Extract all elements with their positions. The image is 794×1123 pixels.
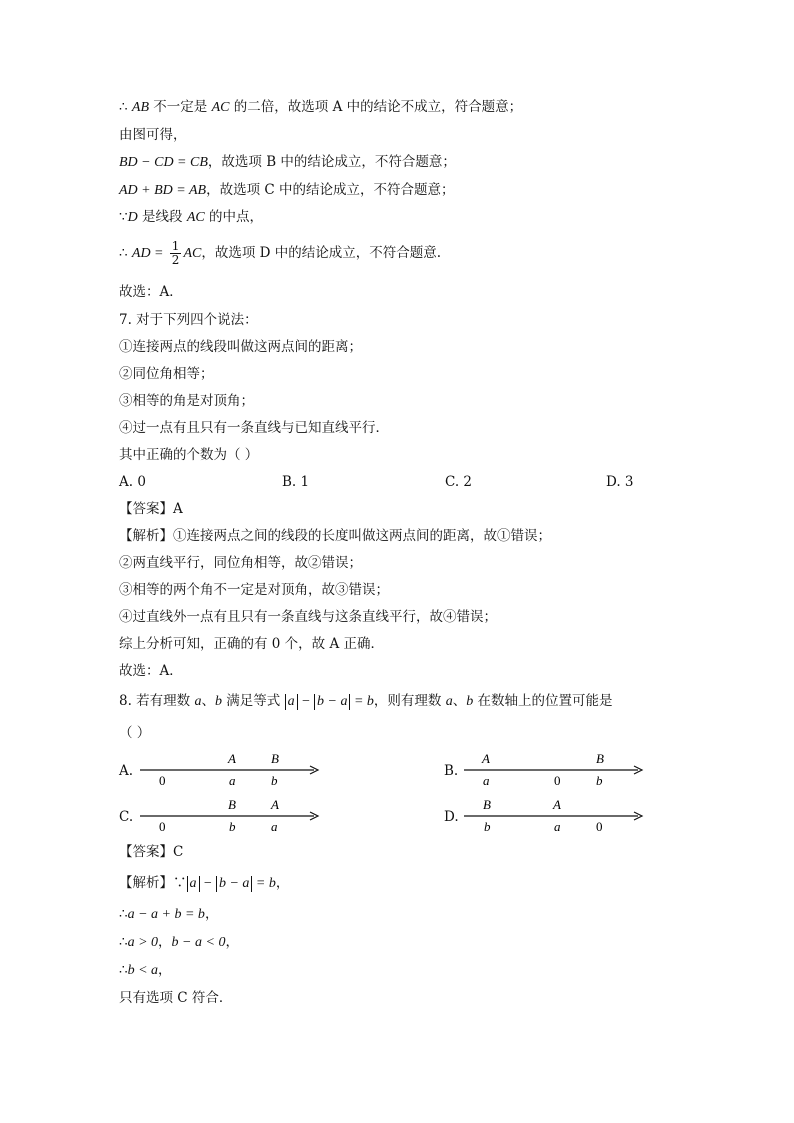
minus: − bbox=[199, 876, 216, 891]
q8-option-d-label: D. bbox=[444, 809, 459, 825]
text: ， bbox=[158, 962, 172, 978]
var-label: a bbox=[483, 773, 490, 788]
therefore-symbol: ∴ bbox=[119, 245, 128, 261]
equation: AD + BD = AB bbox=[119, 183, 207, 198]
point-label: B bbox=[228, 797, 236, 812]
minus: − bbox=[297, 694, 315, 709]
q8-analysis-1 bbox=[119, 874, 289, 893]
equals: = bbox=[252, 876, 269, 891]
q8-analysis-5: 只有选项 C 符合． bbox=[119, 990, 233, 1006]
q7-option-c: C. 2 bbox=[445, 474, 473, 490]
q8-option-a-label: A. bbox=[119, 763, 134, 779]
equation: BD − CD = CB bbox=[119, 155, 208, 170]
var-a: a bbox=[194, 694, 202, 709]
text: 、 bbox=[452, 693, 467, 709]
q7-statement-3: ③相等的角是对顶角； bbox=[119, 393, 254, 409]
point-label: A bbox=[482, 751, 490, 766]
var-label: b bbox=[596, 773, 603, 788]
var-b: b bbox=[268, 876, 276, 891]
therefore-symbol: ∴ bbox=[119, 906, 128, 922]
tick-label: 0 bbox=[554, 773, 561, 788]
number-line-a bbox=[138, 748, 324, 790]
q7-analysis-1: 【解析】①连接两点之间的线段的长度叫做这两点间的距离，故①错误； bbox=[119, 528, 551, 544]
q7-statement-4: ④过一点有且只有一条直线与已知直线平行． bbox=[119, 420, 389, 436]
therefore-symbol: ∴ bbox=[119, 99, 128, 115]
var-label: a bbox=[554, 819, 561, 834]
text: 不一定是 bbox=[149, 99, 212, 115]
var-b: b bbox=[214, 694, 222, 709]
segment-ac: AC bbox=[183, 246, 202, 261]
text: 在数轴上的位置可能是 bbox=[473, 693, 613, 709]
inequality: b < a bbox=[127, 963, 159, 978]
q8-analysis-2 bbox=[119, 905, 218, 924]
tick-label: 0 bbox=[596, 819, 603, 834]
text: 的中点， bbox=[204, 209, 263, 225]
text: 满足等式 bbox=[221, 693, 285, 709]
q7-analysis-6: 故选：A． bbox=[119, 663, 183, 679]
equation: a − a + b = b bbox=[127, 907, 205, 922]
point-label: B bbox=[596, 751, 604, 766]
q7-analysis-3: ③相等的两个角不一定是对顶角，故③错误； bbox=[119, 582, 389, 598]
denominator: 2 bbox=[171, 253, 180, 267]
segment-ac: AC bbox=[186, 210, 205, 225]
point-label: B bbox=[483, 797, 491, 812]
abs-a: a bbox=[187, 876, 200, 892]
text: 、 bbox=[201, 693, 215, 709]
q8-paren: （ ） bbox=[119, 725, 151, 741]
q7-analysis-2: ②两直线平行，同位角相等，故②错误； bbox=[119, 555, 362, 571]
text: ， bbox=[275, 875, 290, 891]
therefore-symbol: ∴ bbox=[119, 934, 128, 950]
q8-answer: 【答案】C bbox=[119, 844, 184, 860]
point-d: D bbox=[127, 210, 138, 225]
var-b: b bbox=[466, 694, 474, 709]
point-label: A bbox=[271, 797, 279, 812]
text: ，故选项 D 中的结论成立，不符合题意. bbox=[201, 245, 442, 261]
solution-line-4 bbox=[119, 181, 455, 200]
inequality: a > 0 bbox=[127, 935, 159, 950]
text: 8. 若有理数 bbox=[119, 693, 195, 709]
segment-ab: AB bbox=[131, 100, 149, 115]
text: ，故选项 B 中的结论成立，不符合题意； bbox=[207, 154, 456, 170]
solution-line-5 bbox=[119, 208, 263, 227]
text: ， bbox=[225, 934, 239, 950]
numerator: 1 bbox=[171, 239, 180, 253]
var-label: a bbox=[271, 819, 278, 834]
q8-analysis-4 bbox=[119, 961, 172, 980]
q7-option-d: D. 3 bbox=[606, 474, 634, 490]
text: ， bbox=[158, 934, 172, 950]
question-7-title: 7. 对于下列四个说法： bbox=[119, 312, 258, 328]
tick-label: 0 bbox=[159, 819, 166, 834]
solution-line-1 bbox=[119, 98, 522, 117]
point-label: A bbox=[553, 797, 561, 812]
equals: = bbox=[350, 694, 367, 709]
number-line-d bbox=[462, 794, 648, 836]
solution-line-6 bbox=[119, 240, 441, 267]
text: ， bbox=[204, 906, 219, 922]
var-a: a bbox=[445, 694, 453, 709]
var-label: b bbox=[271, 773, 278, 788]
solution-line-7: 故选：A． bbox=[119, 284, 183, 300]
because-symbol: ∵ bbox=[119, 209, 128, 225]
q7-option-b: B. 1 bbox=[282, 474, 310, 490]
inequality: b − a < 0 bbox=[171, 935, 226, 950]
therefore-symbol: ∴ bbox=[119, 962, 128, 978]
q8-option-b-label: B. bbox=[444, 763, 459, 779]
number-line-b bbox=[462, 748, 648, 790]
text: 的二倍，故选项 A 中的结论不成立，符合题意； bbox=[229, 99, 523, 115]
q7-stem: 其中正确的个数为（ ） bbox=[119, 447, 259, 463]
abs-b-minus-a: b − a bbox=[314, 694, 350, 710]
q8-analysis-3 bbox=[119, 933, 239, 952]
question-8-title bbox=[119, 692, 613, 711]
text: ，故选项 C 中的结论成立，不符合题意； bbox=[206, 182, 455, 198]
text: 【解析】∵ bbox=[119, 875, 187, 891]
tick-label: 0 bbox=[159, 773, 166, 788]
var-label: b bbox=[484, 819, 491, 834]
number-line-c bbox=[138, 794, 324, 836]
text: ，则有理数 bbox=[373, 693, 446, 709]
var-label: a bbox=[229, 773, 236, 788]
point-label: B bbox=[271, 751, 279, 766]
solution-line-3 bbox=[119, 153, 456, 172]
q7-analysis-5: 综上分析可知，正确的有 0 个，故 A 正确． bbox=[119, 636, 385, 652]
point-label: A bbox=[228, 751, 236, 766]
segment-ac: AC bbox=[211, 100, 230, 115]
q8-option-c-label: C. bbox=[119, 809, 134, 825]
q7-option-a: A. 0 bbox=[119, 474, 146, 490]
q7-analysis-4: ④过直线外一点有且只有一条直线与这条直线平行，故④错误； bbox=[119, 609, 497, 625]
abs-b-minus-a: b − a bbox=[216, 876, 252, 892]
q7-statement-1: ①连接两点的线段叫做这两点间的距离； bbox=[119, 339, 362, 355]
var-b: b bbox=[366, 694, 374, 709]
abs-a: a bbox=[285, 694, 298, 710]
equation-lhs: AD = bbox=[131, 246, 164, 261]
text: 是线段 bbox=[137, 209, 187, 225]
fraction-one-half bbox=[170, 240, 182, 267]
solution-line-2: 由图可得， bbox=[119, 127, 187, 143]
q7-statement-2: ②同位角相等； bbox=[119, 366, 214, 382]
q7-answer: 【答案】A bbox=[119, 501, 183, 517]
var-label: b bbox=[229, 819, 236, 834]
